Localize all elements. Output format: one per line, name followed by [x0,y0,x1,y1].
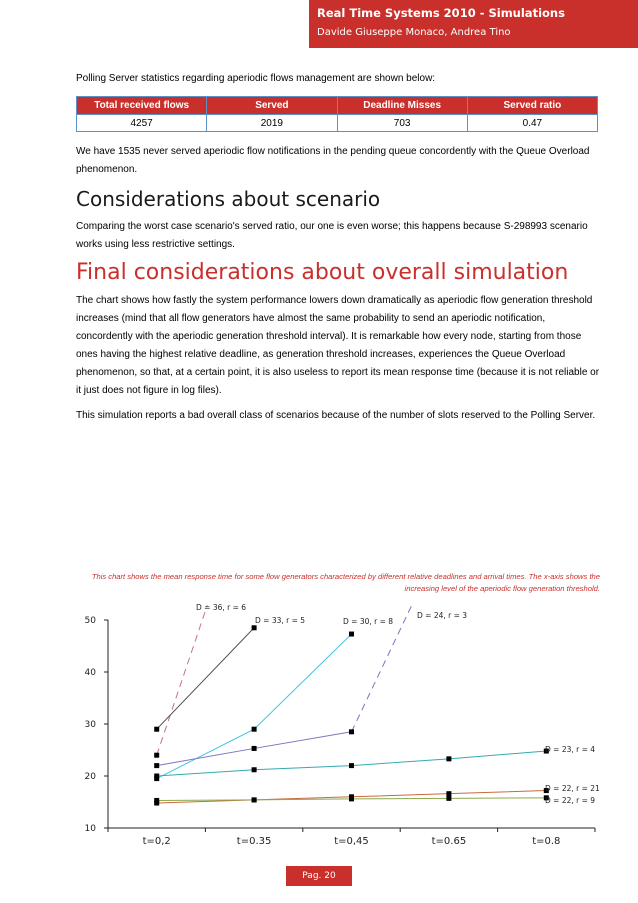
series-label: D = 24, r = 3 [417,611,468,620]
chart-caption: This chart shows the mean response time for some flow generators characterized by different relative deadlines and arrival times. The x-axis shows the increasing level of the aperiodic flow generation threshold. [91,572,600,593]
considerations-heading: Considerations about scenario [76,187,381,211]
y-tick-label: 50 [84,616,96,626]
column-header: Served [207,97,337,115]
final-paragraph-1: The chart shows how fastly the system performance lowers down dramatically as aperiodic flow generation threshold increases (mind that all flow generators have almost the same probability to send an aperiodic notification, concordently with the aperiodic generation threshold interval). It is remarkable how every node, starting from those ones having the highest relative deadline, as generation threshold increases, experiences the Queue Overload phenomenon, so that, at a certain point, it is also useless to report its mean response time (because it is not reliable or it just does not figure in log files). [76,295,600,396]
document-title: Real Time Systems 2010 - Simulations [317,6,565,20]
series-line [157,628,254,729]
data-point-marker [446,756,451,761]
column-header: Served ratio [467,97,597,115]
data-point-marker [446,796,451,801]
series-line [157,634,352,779]
queue-paragraph: We have 1535 never served aperiodic flow notifications in the pending queue concordently with the Queue Overload phenomenon. [76,146,590,175]
table-header-row [77,97,598,115]
x-tick-label: t=0,45 [334,836,369,847]
data-point-marker [154,798,159,803]
x-tick-label: t=0,2 [142,836,171,847]
table-cell: 2019 [207,115,337,132]
response-time-chart [60,598,620,860]
table-row [77,115,598,132]
data-point-marker [154,727,159,732]
x-tick-label: t=0.65 [431,836,467,847]
series-label: D = 30, r = 8 [343,617,394,626]
table-cell: 4257 [77,115,207,132]
y-tick-label: 10 [84,824,96,834]
considerations-paragraph: Comparing the worst case scenario's served ratio, our one is even worse; this happens because S-298993 scenario works using less restrictive settings. [76,221,588,250]
page-number: Pag. 20 [302,871,336,881]
polling-server-stats-table [76,96,598,132]
data-point-marker [349,763,354,768]
x-tick-label: t=0.35 [236,836,272,847]
series-label: D = 22, r = 21 [545,784,600,793]
series-overflow-dashed-line [157,605,208,755]
header-banner [309,0,638,48]
table-cell: 703 [337,115,467,132]
data-point-marker [252,797,257,802]
series-label: D = 22, r = 9 [545,796,596,805]
series-label: D = 36, r = 6 [196,603,247,612]
page-number-badge [286,866,352,886]
series-label: D = 23, r = 4 [545,745,596,754]
data-point-marker [154,774,159,779]
column-header: Deadline Misses [337,97,467,115]
y-tick-label: 20 [84,772,96,782]
data-point-marker [154,763,159,768]
series-label: D = 33, r = 5 [255,616,306,625]
data-point-marker [446,791,451,796]
document-authors: Davide Giuseppe Monaco, Andrea Tino [317,27,511,38]
data-point-marker [252,767,257,772]
data-point-marker [349,632,354,637]
data-point-marker [252,727,257,732]
y-tick-label: 30 [84,720,96,730]
intro-text: Polling Server statistics regarding aperiodic flows management are shown below: [76,73,436,84]
x-tick-label: t=0.8 [532,836,561,847]
table-cell: 0.47 [467,115,597,132]
data-point-marker [349,796,354,801]
data-point-marker [252,746,257,751]
data-point-marker [349,729,354,734]
data-point-marker [154,753,159,758]
final-paragraph-2: This simulation reports a bad overall class of scenarios because of the number of slots reserved to the Polling Server. [76,410,596,421]
column-header: Total received flows [77,97,207,115]
final-considerations-heading: Final considerations about overall simulation [76,260,569,285]
y-tick-label: 40 [84,668,96,678]
data-point-marker [252,625,257,630]
